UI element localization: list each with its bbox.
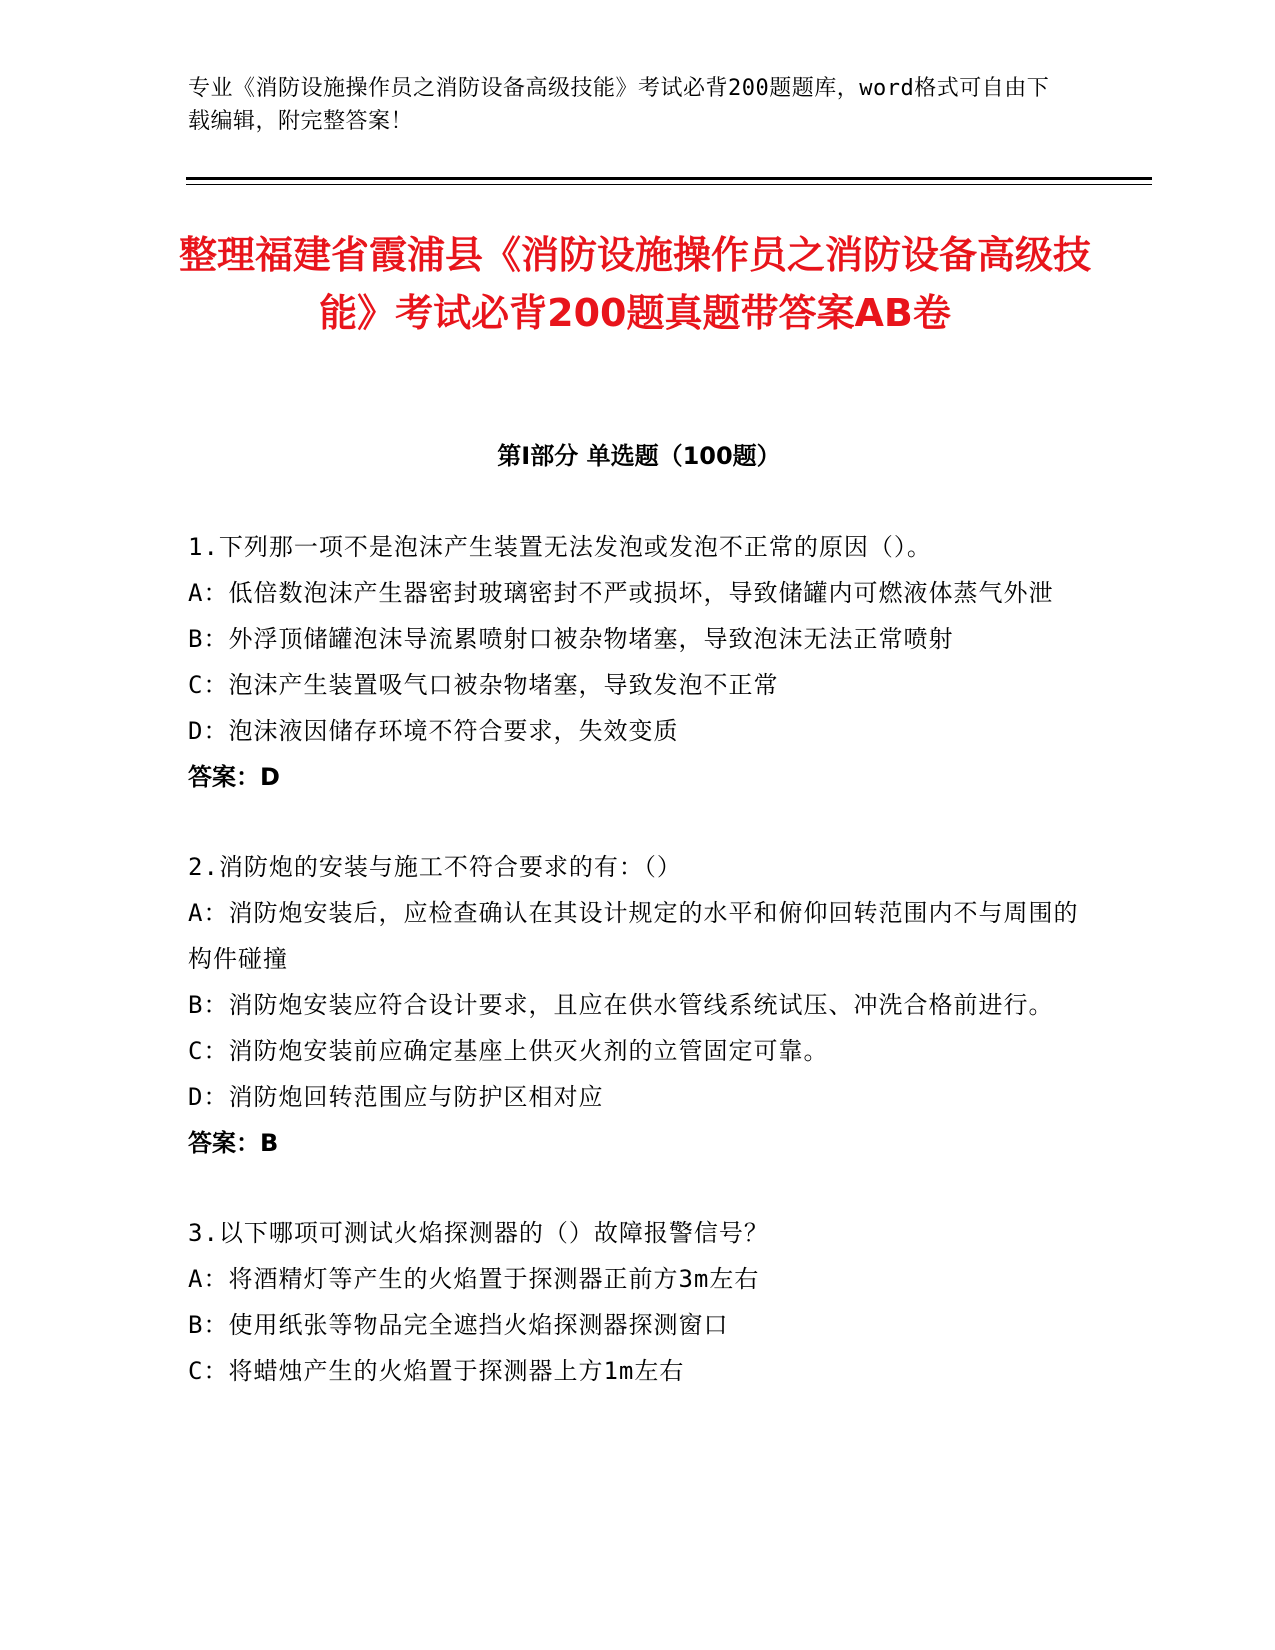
header-note: 专业《消防设施操作员之消防设备高级技能》考试必背200题题库，word格式可自由下载编辑，附完整答案！: [188, 76, 1050, 134]
option-b: B：外浮顶储罐泡沫导流累喷射口被杂物堵塞，导致泡沫无法正常喷射: [188, 625, 954, 653]
option-a: A：低倍数泡沫产生器密封玻璃密封不严或损坏，导致储罐内可燃液体蒸气外泄: [188, 579, 1054, 607]
option-c: C：泡沫产生装置吸气口被杂物堵塞，导致发泡不正常: [188, 671, 779, 699]
question-1: [188, 524, 1088, 800]
answer: 答案：D: [188, 763, 280, 791]
option-d: D：泡沫液因储存环境不符合要求，失效变质: [188, 717, 679, 745]
option-b: B：消防炮安装应符合设计要求，且应在供水管线系统试压、冲洗合格前进行。: [188, 991, 1054, 1019]
option-c: C：将蜡烛产生的火焰置于探测器上方1m左右: [188, 1357, 685, 1385]
question-list: [188, 524, 1088, 1438]
question-stem: 2.消防炮的安装与施工不符合要求的有：（）: [188, 853, 682, 881]
option-d: D：消防炮回转范围应与防护区相对应: [188, 1083, 604, 1111]
question-2: [188, 844, 1088, 1166]
option-b: B：使用纸张等物品完全遮挡火焰探测器探测窗口: [188, 1311, 729, 1339]
option-a: A：将酒精灯等产生的火焰置于探测器正前方3m左右: [188, 1265, 760, 1293]
document-title: 整理福建省霞浦县《消防设施操作员之消防设备高级技能》考试必背200题真题带答案AB卷: [178, 233, 1091, 335]
option-c: C：消防炮安装前应确定基座上供灭火剂的立管固定可靠。: [188, 1037, 829, 1065]
section-title: 第I部分 单选题（100题）: [497, 442, 781, 470]
header-rule-thin: [186, 184, 1152, 185]
question-stem: 1.下列那一项不是泡沫产生装置无法发泡或发泡不正常的原因（）。: [188, 533, 932, 561]
question-stem: 3.以下哪项可测试火焰探测器的（）故障报警信号？: [188, 1219, 769, 1247]
answer: 答案：B: [188, 1129, 279, 1157]
question-3: [188, 1210, 1088, 1394]
header-rule-thick: [186, 177, 1152, 180]
option-a: A：消防炮安装后，应检查确认在其设计规定的水平和俯仰回转范围内不与周围的构件碰撞: [188, 899, 1079, 973]
